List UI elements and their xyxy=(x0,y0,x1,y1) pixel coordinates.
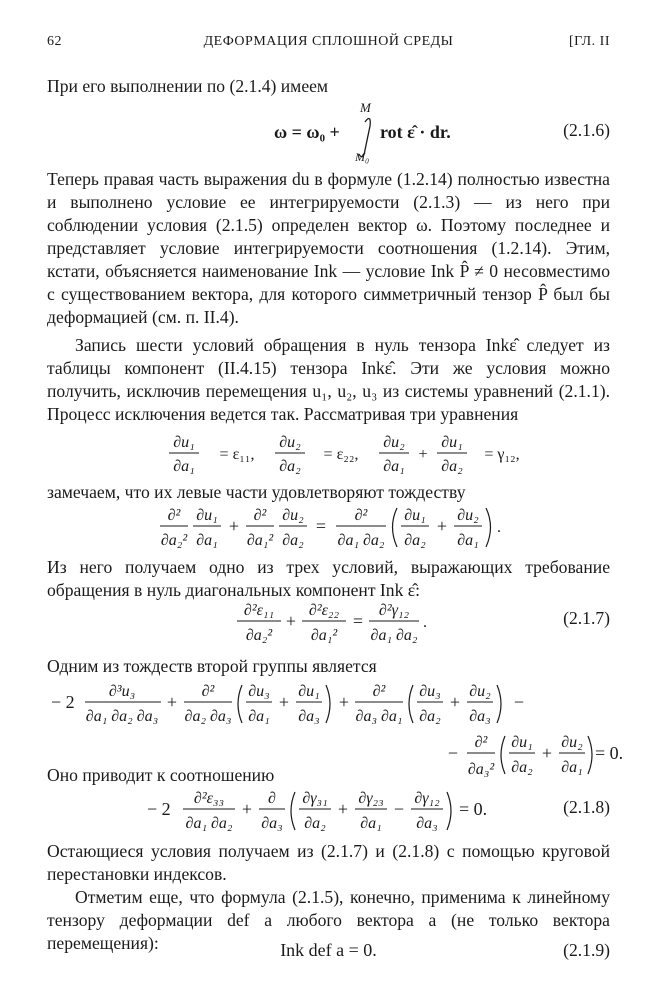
e218-e-num: ∂γ₁₂ xyxy=(414,790,440,807)
sg2-end: = 0. xyxy=(595,743,624,763)
e218-a-num: ∂²ε₃₃ xyxy=(193,790,225,807)
sys-f4-num: ∂u₁ xyxy=(441,434,463,451)
eq216-lhs: ω = ω₀ + xyxy=(274,122,340,142)
id-end: . xyxy=(497,519,501,536)
sys-f1-den: ∂a₁ xyxy=(173,458,195,475)
paragraph-8: Остающиеся условия получаем из (2.1.7) и (2.1.8) с помощью круговой перестановки индексов. xyxy=(47,841,610,884)
sg2-c-den: ∂a₁ xyxy=(561,759,583,776)
e217-t3-den: ∂a₁ ∂a₂ xyxy=(370,627,418,644)
sys-f2-den: ∂a₂ xyxy=(279,458,301,475)
e218-a-den: ∂a₁ ∂a₂ xyxy=(185,815,233,832)
e218-coef: − 2 xyxy=(147,799,171,819)
id-e-den: ∂a₁ ∂a₂ xyxy=(337,532,385,549)
e217-t3-num: ∂²γ₁₂ xyxy=(378,602,410,619)
sg-minus: − xyxy=(513,692,525,712)
id-equals: = xyxy=(315,516,327,536)
sys-f2-num: ∂u₂ xyxy=(279,434,301,451)
sg-b-num: ∂² xyxy=(201,683,215,700)
e218-end: = 0. xyxy=(459,799,488,819)
id-h-den: ∂a₁ xyxy=(457,532,479,549)
eq-number-2-1-6: (2.1.6) xyxy=(563,120,610,140)
sg-plus2: + xyxy=(278,692,290,712)
eq-number-2-1-8: (2.1.8) xyxy=(563,797,610,817)
sg2-b-num: ∂u₁ xyxy=(511,734,533,751)
sys-r3: = γ₁₂, xyxy=(484,446,520,463)
sys-r1: = ε₁₁, xyxy=(219,446,255,463)
sg-plus3: + xyxy=(338,692,350,712)
id-d-num: ∂u₂ xyxy=(282,507,304,524)
e217-t2-den: ∂a₁² xyxy=(310,627,338,644)
id-c-num: ∂² xyxy=(253,507,267,524)
id-h-num: ∂u₂ xyxy=(457,507,479,524)
equation-identity xyxy=(47,502,610,554)
e218-c-num: ∂γ₃₁ xyxy=(302,790,328,807)
sg-coef: − 2 xyxy=(51,692,75,712)
sg-a-den: ∂a₁ ∂a₂ ∂a₃ xyxy=(85,708,159,725)
id-g-den: ∂a₂ xyxy=(404,532,426,549)
e217-plus: + xyxy=(285,611,297,631)
sg-a-num: ∂³u₃ xyxy=(108,683,136,700)
sys-f3-den: ∂a₁ xyxy=(383,458,405,475)
id-c-den: ∂a₁² xyxy=(246,532,274,549)
equation-2-1-8-svg xyxy=(47,785,610,835)
sg2-b-den: ∂a₂ xyxy=(511,759,533,776)
sys-f1-num: ∂u₁ xyxy=(173,434,195,451)
page-number: 62 xyxy=(47,34,62,49)
e218-c-den: ∂a₂ xyxy=(304,815,326,832)
sg-c-den: ∂a₁ xyxy=(248,708,270,725)
sg-plus1: + xyxy=(166,692,178,712)
sys-plus: + xyxy=(418,446,428,463)
id-e-num: ∂² xyxy=(354,507,368,524)
id-d-den: ∂a₂ xyxy=(282,532,304,549)
eq219-body: Ink def a = 0. xyxy=(280,940,377,960)
id-b-num: ∂u₁ xyxy=(196,507,218,524)
e217-equals: = xyxy=(352,611,364,631)
chapter-label: [ГЛ. II xyxy=(568,34,610,49)
e218-plus2: + xyxy=(337,799,349,819)
paragraph-5: Из него получаем одно из трех условий, выражающих требование обращения в нуль диагональных компонент Ink ε̂: xyxy=(47,557,610,600)
equation-2-1-8 xyxy=(47,785,610,835)
id-a-den: ∂a₂² xyxy=(160,532,188,549)
eq216-upper-limit: M xyxy=(360,100,371,115)
paragraph-2: Теперь правая часть выражения du в формуле (1.2.14) полностью известна и выполнено условие ее интегрируемости (2.1.3) — из него при соблюдении условия (2.1.5) определен вектор ω. Поэтому последнее и представляет условие интегрируемости соотношения (1.2.14). Этим, кстати, объясняется наименование Ink — условие Ink P̂ ≠ 0 несовместимо с существованием вектора, для которого симметричный тензор P̂ был бы деформацией (см. п. II.4). xyxy=(47,169,610,327)
e218-b-num: ∂ xyxy=(268,790,276,807)
sys-f4-den: ∂a₂ xyxy=(441,458,463,475)
equation-identity-svg xyxy=(47,502,610,554)
sys-f3-num: ∂u₂ xyxy=(383,434,405,451)
e217-end: . xyxy=(423,614,427,631)
paragraph-3: Запись шести условий обращения в нуль тензора Inkε̂ следует из таблицы компонент (II.4.15) тензора Inkε̂. Эти же условия можно получить, исключив перемещения u₁, u₂, u₃ из системы уравнений (2.1.1). Процесс исключения ведется так. Рассматривая три уравнения xyxy=(47,335,610,424)
eq-number-2-1-9: (2.1.9) xyxy=(563,940,610,960)
sg-c-num: ∂u₃ xyxy=(248,683,270,700)
e217-t1-den: ∂a₂² xyxy=(245,627,273,644)
sg-e-num: ∂² xyxy=(372,683,386,700)
equation-2-1-6 xyxy=(47,100,610,166)
equation-system xyxy=(47,430,610,480)
paragraph-6: Одним из тождеств второй группы является xyxy=(47,656,377,676)
e218-b-den: ∂a₃ xyxy=(261,815,283,832)
sg-f-num: ∂u₃ xyxy=(419,683,441,700)
sg-g-den: ∂a₃ xyxy=(469,708,491,725)
paragraph-7: Оно приводит к соотношению xyxy=(47,765,275,785)
sg2-minus: − xyxy=(447,743,459,763)
equation-2-1-9 xyxy=(47,940,610,966)
e218-minus: − xyxy=(393,799,405,819)
running-title: ДЕФОРМАЦИЯ СПЛОШНОЙ СРЕДЫ xyxy=(203,34,454,49)
paragraph-9: Отметим еще, что формула (2.1.5), конечно, применима к линейному тензору деформации def a любого вектора a (не только вектора перемещения): xyxy=(47,887,610,953)
sg2-a-num: ∂² xyxy=(474,734,488,751)
id-g-num: ∂u₁ xyxy=(404,507,426,524)
running-header xyxy=(47,34,610,54)
sg2-a-den: ∂a₃² xyxy=(467,761,495,778)
eq216-lower-limit: M₀ xyxy=(355,150,370,164)
id-plus2: + xyxy=(436,516,448,536)
sys-r2: = ε₂₂, xyxy=(323,446,359,463)
e218-plus1: + xyxy=(241,799,253,819)
sg-g-num: ∂u₂ xyxy=(469,683,491,700)
sg-b-den: ∂a₂ ∂a₃ xyxy=(184,708,232,725)
sg2-c-num: ∂u₂ xyxy=(561,734,583,751)
sg-e-den: ∂a₃ ∂a₁ xyxy=(355,708,403,725)
id-b-den: ∂a₁ xyxy=(196,532,218,549)
equation-2-1-6-svg xyxy=(47,100,610,166)
e218-d-num: ∂γ₂₃ xyxy=(358,790,384,807)
paragraph-4: замечаем, что их левые части удовлетворяют тождеству xyxy=(47,482,466,502)
sg-d-num: ∂u₁ xyxy=(298,683,320,700)
equation-2-1-7 xyxy=(47,598,610,648)
e218-e-den: ∂a₃ xyxy=(416,815,438,832)
e218-d-den: ∂a₁ xyxy=(360,815,382,832)
sg-f-den: ∂a₂ xyxy=(419,708,441,725)
sg-d-den: ∂a₃ xyxy=(298,708,320,725)
e217-t1-num: ∂²ε₁₁ xyxy=(243,602,275,619)
id-a-num: ∂² xyxy=(167,507,181,524)
equation-2-1-7-svg xyxy=(47,598,610,648)
eq216-integrand: rot ε̂ · dr. xyxy=(380,122,451,142)
id-plus: + xyxy=(228,516,240,536)
paragraph-1: При его выполнении по (2.1.4) имеем xyxy=(47,76,329,96)
sg-plus4: + xyxy=(449,692,461,712)
e217-t2-num: ∂²ε₂₂ xyxy=(308,602,340,619)
equation-system-svg xyxy=(47,430,610,480)
eq-number-2-1-7: (2.1.7) xyxy=(563,608,610,628)
sg2-plus: + xyxy=(541,743,553,763)
